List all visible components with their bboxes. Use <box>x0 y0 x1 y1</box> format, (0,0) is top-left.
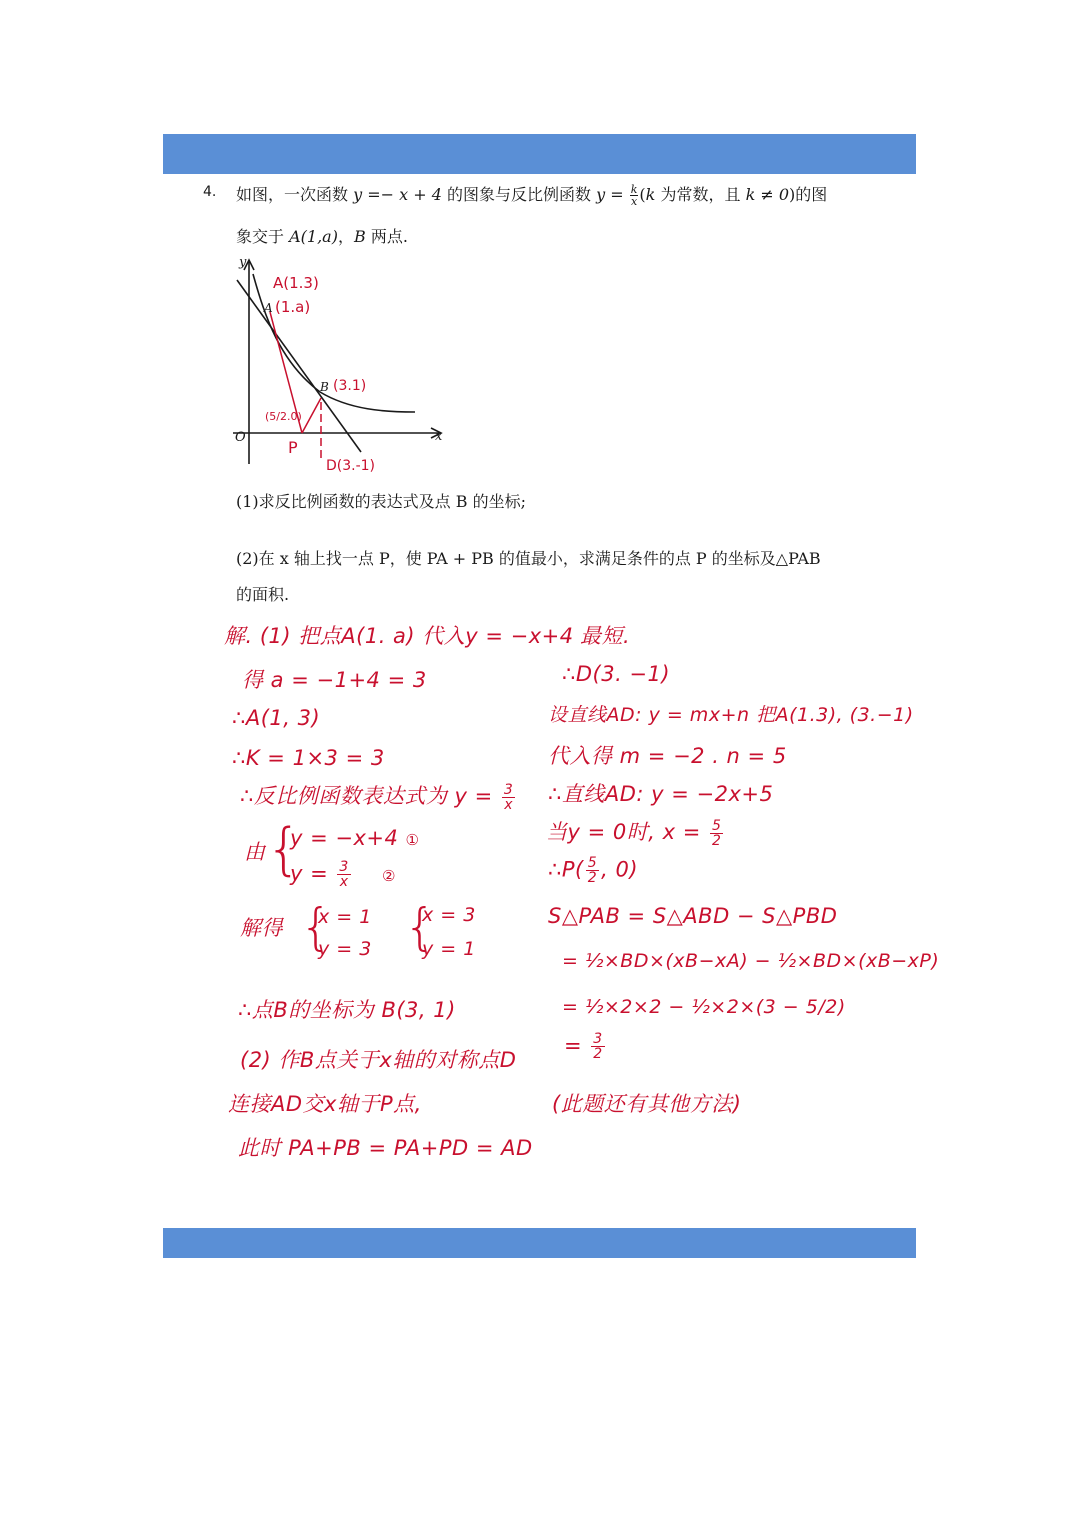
solution-line-1: 解. (1) 把点A(1. a) 代入y = −x+4 <box>224 624 574 648</box>
solution-right-area-result: = $\frac{3}{2}$ <box>564 1031 603 1062</box>
solution-right-area-step2: = ½×2×2 − ½×2×(3 − 5/2) <box>562 996 846 1018</box>
fraction-3-over-x: $\frac{3}{x}$ <box>503 781 514 813</box>
problem-part1: (1)求反比例函数的表达式及点 B 的坐标; <box>236 492 526 511</box>
annotation-A1a: (1.a) <box>275 298 311 316</box>
problem-stem-line2: 象交于 A(1,a)，B 两点. <box>236 227 408 246</box>
solution-right-3: 设直线AD: y = mx+n 把A(1.3), (3.−1) <box>548 704 914 726</box>
solution-right-5: ∴直线AD: y = −2x+5 <box>548 782 774 806</box>
solution-2-x: x = 3 <box>422 904 476 926</box>
solution-line-4: ∴K = 1×3 = 3 <box>232 746 385 770</box>
system-eq-1: y = −x+4 ① <box>290 826 420 850</box>
top-banner <box>163 134 916 174</box>
solution-right-note: (此题还有其他方法) <box>552 1092 742 1116</box>
fraction-3-over-x-system: $\frac{3}{x}$ <box>339 859 349 890</box>
annotation-D: D(3.-1) <box>326 458 376 474</box>
solution-1-x: x = 1 <box>318 906 372 928</box>
solution-right-area-step1: = ½×BD×(xB−xA) − ½×BD×(xB−xP) <box>562 950 940 972</box>
fraction-5-over-2-point: $\frac{5}{2}$ <box>587 855 598 886</box>
solution-right-area: S△PAB = S△ABD − S△PBD <box>548 904 838 928</box>
solution-1-y: y = 3 <box>318 938 372 960</box>
annotation-A13: A(1.3) <box>273 274 319 292</box>
solution-right-6: 当y = 0时, x = $\frac{5}{2}$ <box>546 817 722 849</box>
k-over-x-fraction: $\frac{k}{x}$ <box>630 183 638 208</box>
solution-label-solved: 解得 <box>240 916 283 940</box>
solution-line-3: ∴A(1, 3) <box>232 706 321 730</box>
solution-right-7: ∴P( $\frac{5}{2}$ , 0) <box>548 855 639 886</box>
system-eq-2: y = $\frac{3}{x}$ ② <box>290 859 396 890</box>
solution-2-y: y = 1 <box>422 938 476 960</box>
solution-brace-1: { <box>300 898 332 956</box>
line-PB <box>302 398 321 433</box>
system-brace: { <box>266 817 302 882</box>
problem-number: 4. <box>203 184 217 200</box>
bottom-banner <box>163 1228 916 1258</box>
solution-connect-line: 连接AD交x轴于P点, <box>228 1092 422 1116</box>
solution-point-B: ∴点B的坐标为 B(3, 1) <box>238 998 456 1022</box>
solution-line-5: ∴反比例函数表达式为 y = $\frac{3}{x}$ <box>240 781 514 813</box>
origin-label: O <box>235 430 246 445</box>
system-label: 由 <box>244 840 266 864</box>
solution-right-2: ∴D(3. −1) <box>562 662 671 686</box>
point-B-label: B <box>320 380 329 394</box>
solution-brace-2: { <box>404 898 436 956</box>
y-axis-label: y <box>239 255 247 270</box>
problem-part2-end: 的面积. <box>236 585 290 604</box>
problem-part2: (2)在 x 轴上找一点 P，使 PA + PB 的值最小，求满足条件的点 P 的坐标及△PAB <box>236 549 821 568</box>
fraction-3-over-2: $\frac{3}{2}$ <box>593 1031 603 1062</box>
function-graph <box>225 252 455 482</box>
annotation-P-coord: (5/2.0) <box>265 410 302 423</box>
solution-line-2: 得 a = −1+4 = 3 <box>242 668 427 692</box>
solution-part2-line: (2) 作B点关于x轴的对称点D <box>240 1048 517 1072</box>
fraction-5-over-2: $\frac{5}{2}$ <box>711 817 722 849</box>
solution-right-1: 最短. <box>580 624 631 648</box>
problem-stem-line1: 如图，一次函数 y =− x + 4 的图象与反比例函数 y = $\frac{k}{x}$ (k 为常数，且 k ≠ 0)的图 <box>236 183 828 208</box>
solution-now-line: 此时 PA+PB = PA+PD = AD <box>238 1136 533 1160</box>
annotation-P: P <box>288 438 298 457</box>
x-axis-label: x <box>435 429 443 444</box>
annotation-B31: (3.1) <box>333 378 367 394</box>
solution-right-4: 代入得 m = −2 . n = 5 <box>548 744 787 768</box>
point-A-label: A <box>264 301 273 315</box>
